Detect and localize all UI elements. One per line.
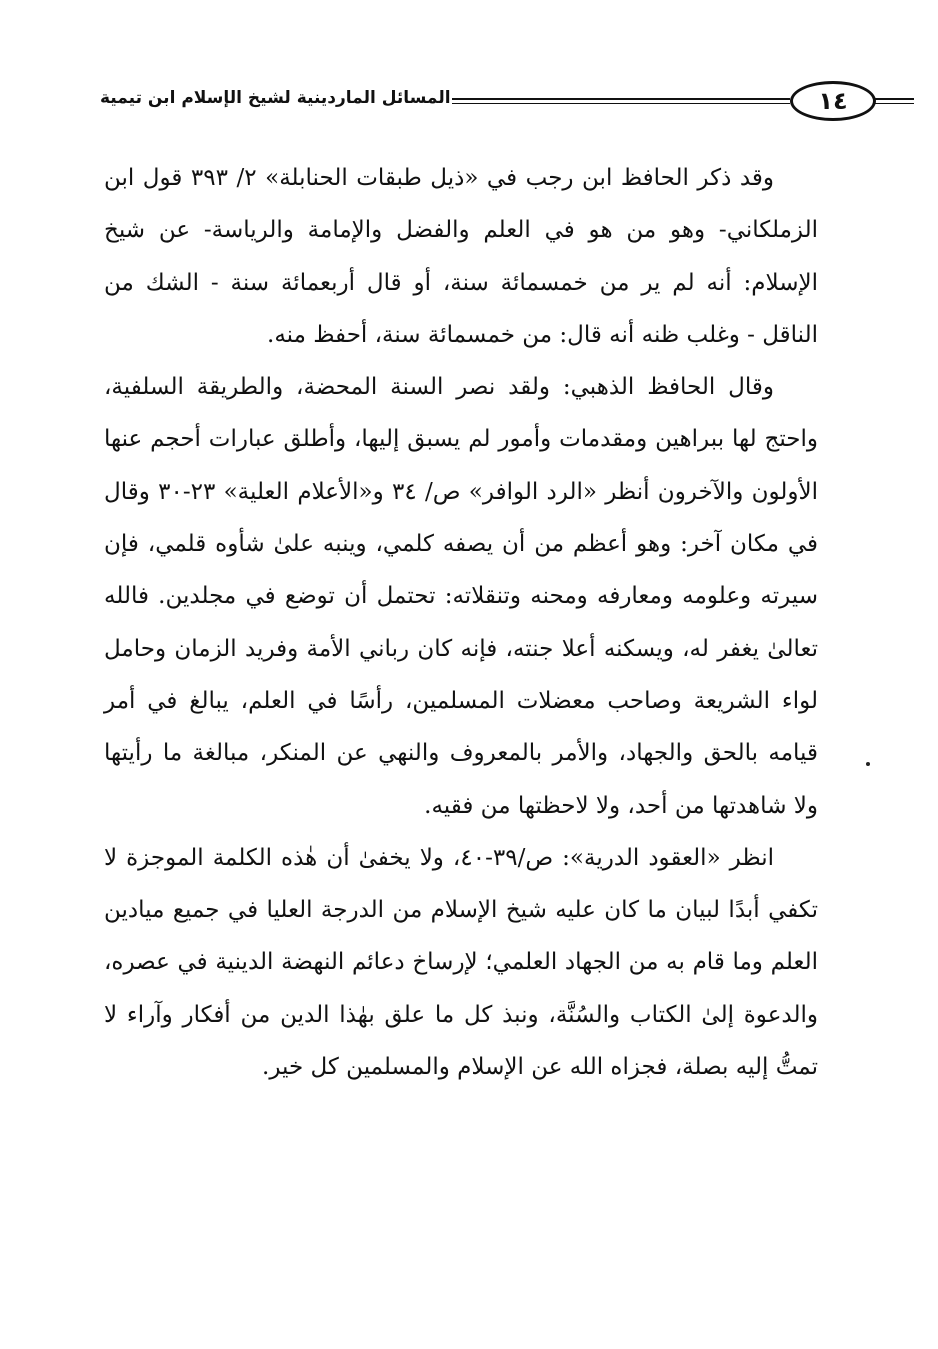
header-title: المسائل الماردينية لشيخ الإسلام ابن تيمية: [100, 88, 451, 108]
paragraph: وقد ذكر الحافظ ابن رجب في «ذيل طبقات الحنابلة» ٢/ ٣٩٣ قول ابن الزملكاني- وهو من هو في العلم والفضل والإمامة والرياسة- عن شيخ الإسلام: أنه لم ير من خمسمائة سنة، أو قال أربعمائة سنة - الشك من الناقل - وغلب ظنه أنه قال: من خمسمائة سنة، أحفظ منه.: [104, 165, 818, 348]
page-body: [104, 152, 818, 1093]
scan-speck: [866, 762, 870, 766]
paragraph: وقال الحافظ الذهبي: ولقد نصر السنة المحضة، والطريقة السلفية، واحتج لها ببراهين ومقدمات وأمور لم يسبق إليها، وأطلق عبارات أحجم عنها الأولون والآخرون أنظر «الرد الوافر» ص/ ٣٤ و«الأعلام العلية» ٢٣-٣٠ وقال في مكان آخر: وهو أعظم من أن يصفه كلمي، وينبه علىٰ شأوه قلمي، فإن سيرته وعلومه ومعارفه ومحنه وتنقلاته: تحتمل أن توضع في مجلدين. فالله تعالىٰ يغفر له، ويسكنه أعلا جنته، فإنه كان رباني الأمة وفريد الزمان وحامل لواء الشريعة وصاحب معضلات المسلمين، رأسًا في العلم، يبالغ في أمر قيامه بالحق والجهاد، والأمر بالمعروف والنهي عن المنكر، مبالغة ما رأيتها ولا شاهدتها من أحد، ولا لاحظتها من فقيه.: [104, 374, 819, 819]
running-header: [100, 78, 848, 126]
header-rule: [452, 98, 790, 100]
header-rule-end: [874, 98, 914, 100]
paragraph: انظر «العقود الدرية»: ص/٣٩-٤٠، ولا يخفىٰ أن هٰذه الكلمة الموجزة لا تكفي أبدًا لبيان ما كان عليه شيخ الإسلام من الدرجة العليا في جميع ميادين العلم وما قام به من الجهاد العلمي؛ لإرساخ دعائم النهضة الدينية في عصره، والدعوة إلىٰ الكتاب والسُنَّة، ونبذ كل ما علق بهٰذا الدين من أفكار وآراء لا تمتُّ إليه بصلة، فجزاه الله عن الإسلام والمسلمين كل خير.: [104, 844, 818, 1081]
page-number-badge: [790, 81, 876, 121]
page-number: ١٤: [818, 87, 848, 115]
header-rule-end-thin: [874, 103, 914, 104]
header-rule-thin: [452, 103, 790, 104]
